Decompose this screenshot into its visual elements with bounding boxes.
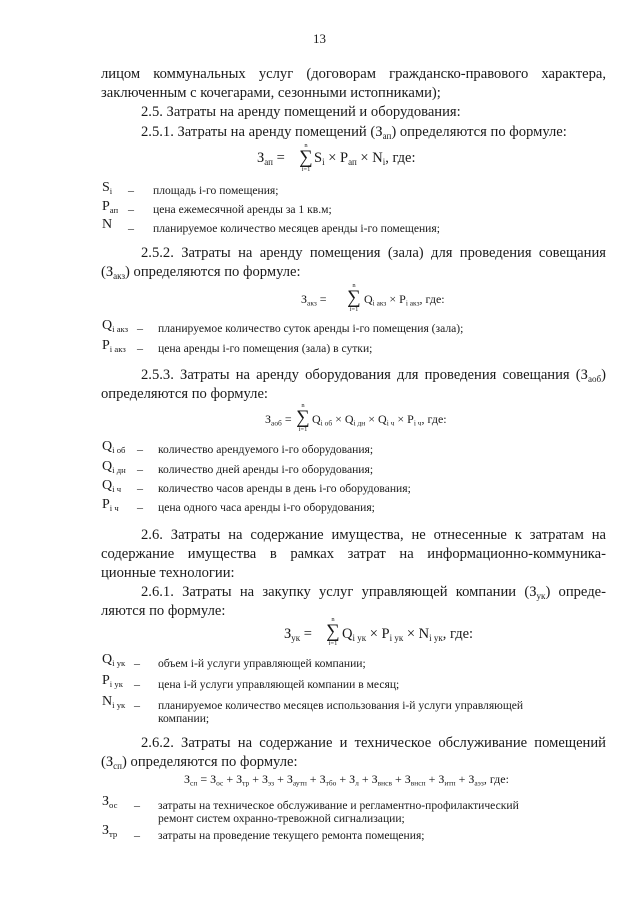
def-text: цена аренды i-го помещения (зала) в сутки; <box>158 342 373 355</box>
formula-2-5-1-terms: $S_i \times P_{ап} \times N_i$, где: <box>314 150 416 168</box>
def-symbol: $З_{ос}$ <box>102 794 118 811</box>
section-2-6-line-2: содержание имущества в рамках затрат на информационно-коммуника- <box>101 546 606 562</box>
def-text: количество дней аренды i-го оборудования; <box>158 463 374 476</box>
def-symbol: $P_{i акз}$ <box>102 338 126 355</box>
def-text: цена одного часа аренды i-го оборудования; <box>158 501 375 514</box>
section-2-5-2-line-1: 2.5.2. Затраты на аренду помещения (зала) для проведения совещания <box>141 245 606 261</box>
def-dash: – <box>137 321 143 335</box>
def-symbol: $S_i$ <box>102 180 113 197</box>
def-dash: – <box>137 500 143 514</box>
def-dash: – <box>134 798 140 812</box>
def-symbol: $Q_{i ч}$ <box>102 478 122 495</box>
section-2-6-line-1: 2.6. Затраты на содержание имущества, не отнесенные к затратам на <box>141 527 606 543</box>
formula-2-5-1-sum: n ∑ i=1 <box>299 142 313 173</box>
section-2-6-2-line-2: $(З_{сп})$ определяются по формуле: <box>101 754 298 772</box>
section-2-6-2-line-1: 2.6.2. Затраты на содержание и техническое обслуживание помещений <box>141 735 606 751</box>
section-2-5-3-line-2: определяются по формуле: <box>101 386 268 402</box>
section-2-6-line-3: ционные технологии: <box>101 565 235 581</box>
formula-2-6-2: $З_{сп} = З_{ос} + З_{тр} + З_{эз} + З_{аутп} + З_{тбо} + З_л + З_{внсв} + З_{внсп} + З_{итп} + З_{аэз}$, где: <box>184 772 509 788</box>
def-text-continuation: ремонт систем охранно-тревожной сигнализации; <box>158 812 405 825</box>
def-symbol: $P_{i ук}$ <box>102 673 123 690</box>
formula-2-5-2-sum: n ∑ i=1 <box>347 282 361 313</box>
def-dash: – <box>134 698 140 712</box>
formula-2-5-3-sum: n ∑ i=1 <box>296 402 310 433</box>
def-dash: – <box>137 462 143 476</box>
formula-2-5-2: $З_{акз}$ = <box>301 292 327 308</box>
def-text-continuation: компании; <box>158 712 210 725</box>
def-symbol: $P_{ап}$ <box>102 199 119 216</box>
section-2-6-1-line-1: 2.6.1. Затраты на закупку услуг управляющей компании $(З_{ук})$ опреде- <box>141 584 606 602</box>
intro-line-2: заключенным с кочегарами, сезонными истопниками); <box>101 85 441 101</box>
def-text: площадь i-го помещения; <box>153 184 279 197</box>
def-symbol: $Q_{i акз}$ <box>102 318 129 335</box>
intro-line-1: лицом коммунальных услуг (договорам гражданско-правового характера, <box>101 66 606 82</box>
def-dash: – <box>137 442 143 456</box>
section-2-5-3-line-1: 2.5.3. Затраты на аренду оборудования для проведения совещания $(З_{аоб})$ <box>141 367 606 385</box>
section-2-5-1-text: 2.5.1. Затраты на аренду помещений $(З_{ап})$ определяются по формуле: <box>141 124 567 142</box>
formula-2-6-1-sum: n ∑ i=1 <box>326 616 340 647</box>
def-dash: – <box>128 183 134 197</box>
def-dash: – <box>137 481 143 495</box>
formula-2-6-1-terms: $Q_{i ук} \times P_{i ук} \times N_{i ук}$, где: <box>342 626 474 644</box>
def-symbol: $Q_{i ук}$ <box>102 652 126 669</box>
formula-2-5-1: $З_{ап}$ = <box>257 150 285 168</box>
def-text: цена ежемесячной аренды за 1 кв.м; <box>153 203 332 216</box>
formula-2-5-3: $З_{аоб}$ = <box>265 412 292 428</box>
def-dash: – <box>134 828 140 842</box>
section-2-6-1-line-2: ляются по формуле: <box>101 603 226 619</box>
formula-2-5-2-terms: $Q_{i акз} \times P_{i акз}$, где: <box>364 292 445 308</box>
section-2-5-2-line-2: $(З_{акз})$ определяются по формуле: <box>101 264 301 282</box>
def-symbol: $P_{i ч}$ <box>102 497 119 514</box>
def-symbol: $З_{тр}$ <box>102 823 118 840</box>
def-dash: – <box>128 221 134 235</box>
def-text: количество арендуемого i-го оборудования; <box>158 443 374 456</box>
def-text: затраты на проведение текущего ремонта помещения; <box>158 829 425 842</box>
def-dash: – <box>128 202 134 216</box>
def-dash: – <box>134 656 140 670</box>
def-text: цена i-й услуги управляющей компании в месяц; <box>158 678 400 691</box>
def-symbol: $N_{i ук}$ <box>102 694 126 711</box>
def-text: планируемое количество суток аренды i-го помещения (зала); <box>158 322 464 335</box>
formula-2-6-1: $З_{ук}$ = <box>284 626 312 644</box>
page-number: 13 <box>313 31 326 46</box>
def-symbol: $Q_{i об}$ <box>102 439 126 456</box>
def-text: планируемое количество месяцев аренды i-го помещения; <box>153 222 440 235</box>
def-symbol: N <box>102 217 113 232</box>
def-text: объем i-й услуги управляющей компании; <box>158 657 366 670</box>
section-2-5-heading: 2.5. Затраты на аренду помещений и оборудования: <box>141 104 461 120</box>
def-text: количество часов аренды в день i-го оборудования; <box>158 482 411 495</box>
def-symbol: $Q_{i дн}$ <box>102 459 126 476</box>
def-text: планируемое количество месяцев использования i-й услуги управляющей <box>158 699 524 712</box>
formula-2-5-3-terms: $Q_{i об} \times Q_{i дн} \times Q_{i ч} \times P_{i ч}$, где: <box>312 412 447 428</box>
def-text: затраты на техническое обслуживание и регламентно-профилактический <box>158 799 519 812</box>
def-dash: – <box>134 677 140 691</box>
def-dash: – <box>137 341 143 355</box>
